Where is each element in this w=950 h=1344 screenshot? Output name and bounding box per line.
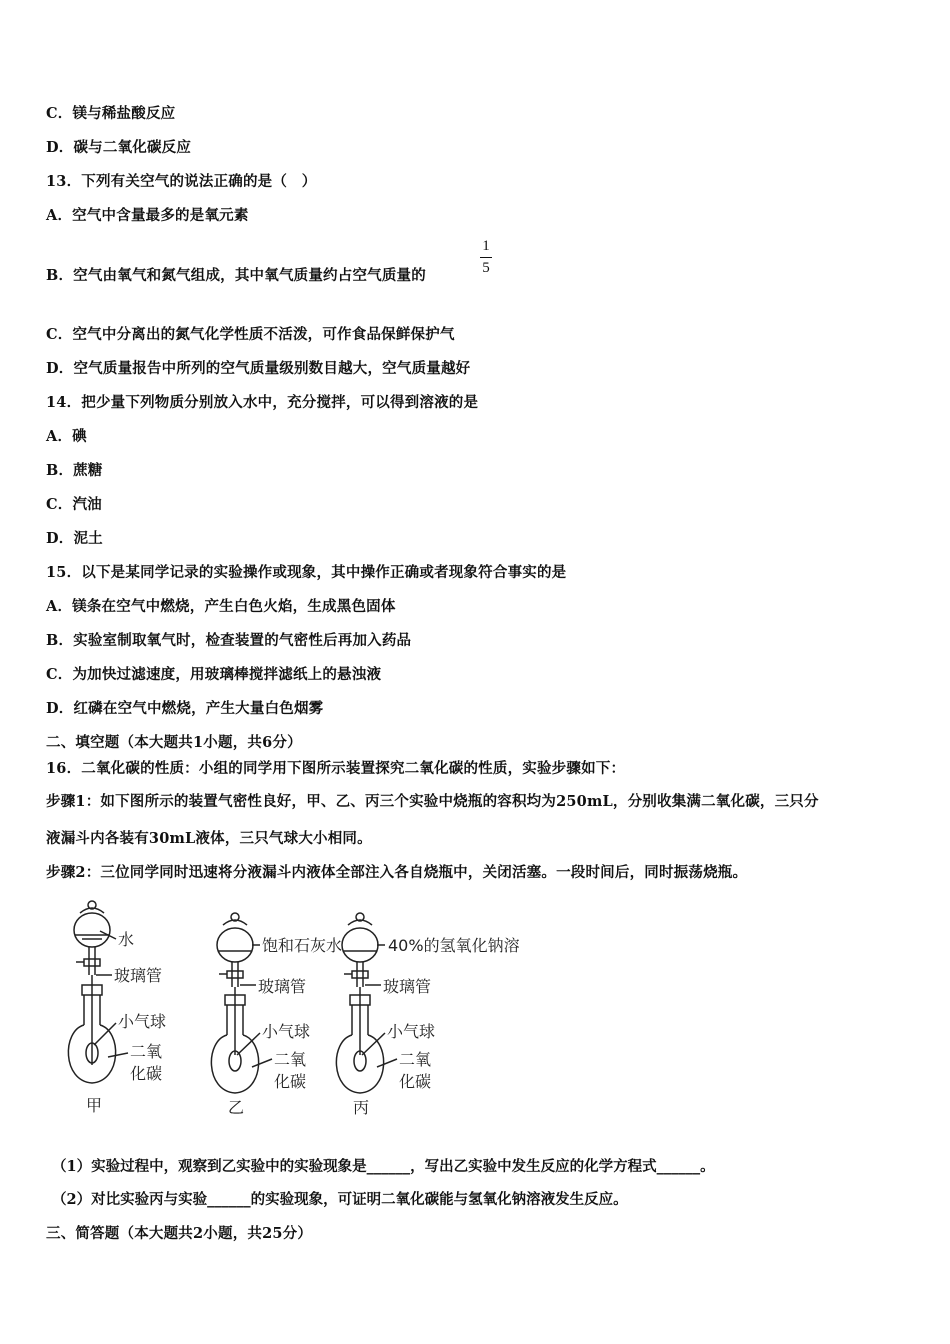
option-15d: D．红磷在空气中燃烧，产生大量白色烟雾	[46, 700, 324, 717]
fraction-one-fifth	[480, 238, 492, 277]
section-2-heading: 二、填空题（本大题共1小题，共6分）	[46, 734, 302, 751]
yi-tube-label: 玻璃管	[258, 977, 307, 996]
fraction-denominator: 5	[482, 260, 490, 276]
option-14d: D．泥土	[46, 530, 103, 547]
step-1-line-2: 液漏斗内各装有30mL液体，三只气球大小相同。	[46, 830, 372, 847]
bing-gas-label-1: 二氧	[399, 1050, 432, 1069]
option-13b: B．空气由氧气和氮气组成，其中氧气质量约占空气质量的	[46, 267, 426, 284]
option-14c: C．汽油	[46, 496, 102, 513]
option-13d: D．空气质量报告中所列的空气质量级别数目越大，空气质量越好	[46, 360, 471, 377]
question-13: 13．下列有关空气的说法正确的是（ ）	[46, 173, 317, 190]
yi-liquid-label: 饱和石灰水	[262, 936, 343, 955]
option-15a: A．镁条在空气中燃烧，产生白色火焰，生成黑色固体	[46, 598, 396, 615]
jia-caption: 甲	[86, 1096, 103, 1115]
jia-balloon-label: 小气球	[118, 1012, 167, 1031]
bing-balloon-label: 小气球	[387, 1022, 436, 1041]
bing-liquid-label: 40%的氢氧化钠溶	[388, 936, 520, 955]
option-13a: A．空气中含量最多的是氧元素	[46, 207, 249, 224]
section-3-heading: 三、简答题（本大题共2小题，共25分）	[46, 1225, 313, 1242]
question-15: 15．以下是某同学记录的实验操作或现象，其中操作正确或者现象符合事实的是	[46, 564, 567, 581]
yi-balloon-label: 小气球	[262, 1022, 311, 1041]
sub-question-2: （2）对比实验丙与实验______的实验现象，可证明二氧化碳能与氢氧化钠溶液发生反应。	[52, 1191, 628, 1208]
fraction-numerator: 1	[482, 238, 490, 254]
step-2: 步骤2：三位同学同时迅速将分液漏斗内液体全部注入各自烧瓶中，关闭活塞。一段时间后，同时振荡烧瓶。	[46, 864, 748, 881]
option-12c: C．镁与稀盐酸反应	[46, 105, 176, 122]
sub-question-1: （1）实验过程中，观察到乙实验中的实验现象是______，写出乙实验中发生反应的化学方程式______。	[52, 1158, 715, 1175]
bing-tube-label: 玻璃管	[383, 977, 432, 996]
option-15c: C．为加快过滤速度，用玻璃棒搅拌滤纸上的悬浊液	[46, 666, 382, 683]
yi-caption: 乙	[228, 1098, 245, 1117]
jia-tube-label: 玻璃管	[114, 966, 163, 985]
jia-liquid-label: 水	[118, 930, 135, 949]
fraction-bar	[480, 257, 492, 258]
apparatus-svg	[60, 895, 540, 1130]
bing-gas-label-2: 化碳	[399, 1072, 432, 1091]
jia-gas-label-2: 化碳	[130, 1064, 163, 1083]
option-12d: D．碳与二氧化碳反应	[46, 139, 192, 156]
yi-gas-label-2: 化碳	[274, 1072, 307, 1091]
apparatus-jia	[68, 901, 128, 1083]
jia-gas-label-1: 二氧	[130, 1042, 163, 1061]
step-1-line-1: 步骤1：如下图所示的装置气密性良好，甲、乙、丙三个实验中烧瓶的容积均为250mL，分别收集满二氧化碳，三只分	[46, 793, 819, 810]
yi-gas-label-1: 二氧	[274, 1050, 307, 1069]
bing-caption: 丙	[353, 1098, 370, 1117]
question-16: 16．二氧化碳的性质：小组的同学用下图所示装置探究二氧化碳的性质，实验步骤如下：	[46, 760, 626, 777]
option-14b: B．蔗糖	[46, 462, 103, 479]
option-13c: C．空气中分离出的氮气化学性质不活泼，可作食品保鲜保护气	[46, 326, 455, 343]
apparatus-figure	[60, 895, 540, 1130]
question-14: 14．把少量下列物质分别放入水中，充分搅拌，可以得到溶液的是	[46, 394, 479, 411]
option-14a: A．碘	[46, 428, 87, 445]
option-15b: B．实验室制取氧气时，检查装置的气密性后再加入药品	[46, 632, 412, 649]
